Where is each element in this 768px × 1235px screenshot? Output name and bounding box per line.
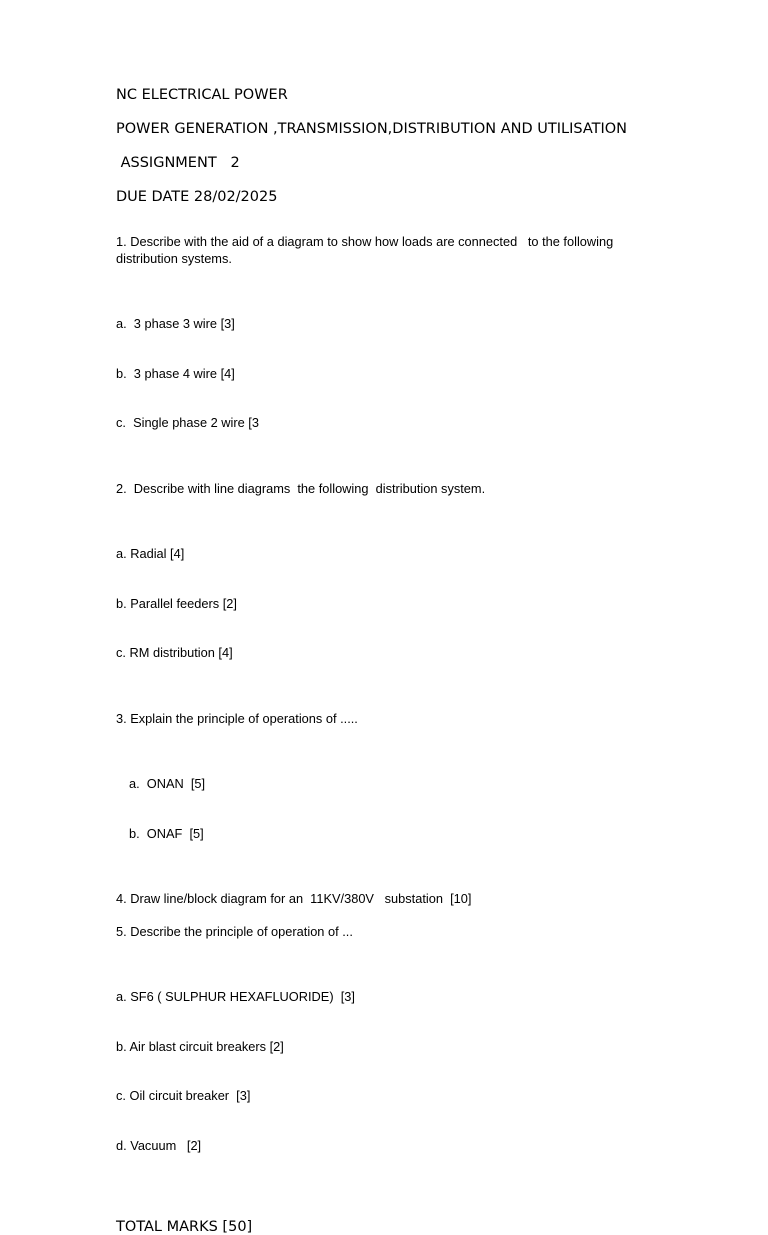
question-1: 1. Describe with the aid of a diagram to show how loads are connected to the following distribution systems. [116,234,617,266]
question-1-part-c: c. Single phase 2 wire [3 [116,415,259,430]
question-2-parts [116,513,656,695]
question-4: 4. Draw line/block diagram for an 11KV/380V substation [10] [116,891,472,906]
question-1-part-b: b. 3 phase 4 wire [4] [116,365,235,381]
document-body [116,87,656,1235]
question-1-parts [116,283,656,465]
assignment-number: ASSIGNMENT 2 [116,155,240,171]
document-title: NC ELECTRICAL POWER [116,87,288,103]
question-3: 3. Explain the principle of operations of ..... [116,710,358,726]
question-2-part-a: a. Radial [4] [116,546,185,561]
question-5-part-a: a. SF6 ( SULPHUR HEXAFLUORIDE) [3] [116,989,355,1004]
question-5-part-d: d. Vacuum [2] [116,1137,202,1153]
question-3-parts [116,743,656,875]
course-title: POWER GENERATION ,TRANSMISSION,DISTRIBUTION AND UTILISATION [116,121,628,137]
question-2-part-b: b. Parallel feeders [2] [116,595,237,611]
due-date: DUE DATE 28/02/2025 [116,189,278,205]
question-3-part-b: b. ONAF [5] [129,825,204,841]
question-1-part-a: a. 3 phase 3 wire [3] [116,316,235,331]
question-2: 2. Describe with line diagrams the following distribution system. [116,480,486,496]
question-3-part-a: a. ONAN [5] [129,776,206,791]
question-5: 5. Describe the principle of operation of ... [116,923,353,939]
question-2-part-c: c. RM distribution [4] [116,645,233,660]
question-5-part-b: b. Air blast circuit breakers [2] [116,1038,284,1054]
question-5-parts [116,956,656,1187]
total-marks: TOTAL MARKS [50] [116,1219,253,1235]
question-5-part-c: c. Oil circuit breaker [3] [116,1088,251,1103]
